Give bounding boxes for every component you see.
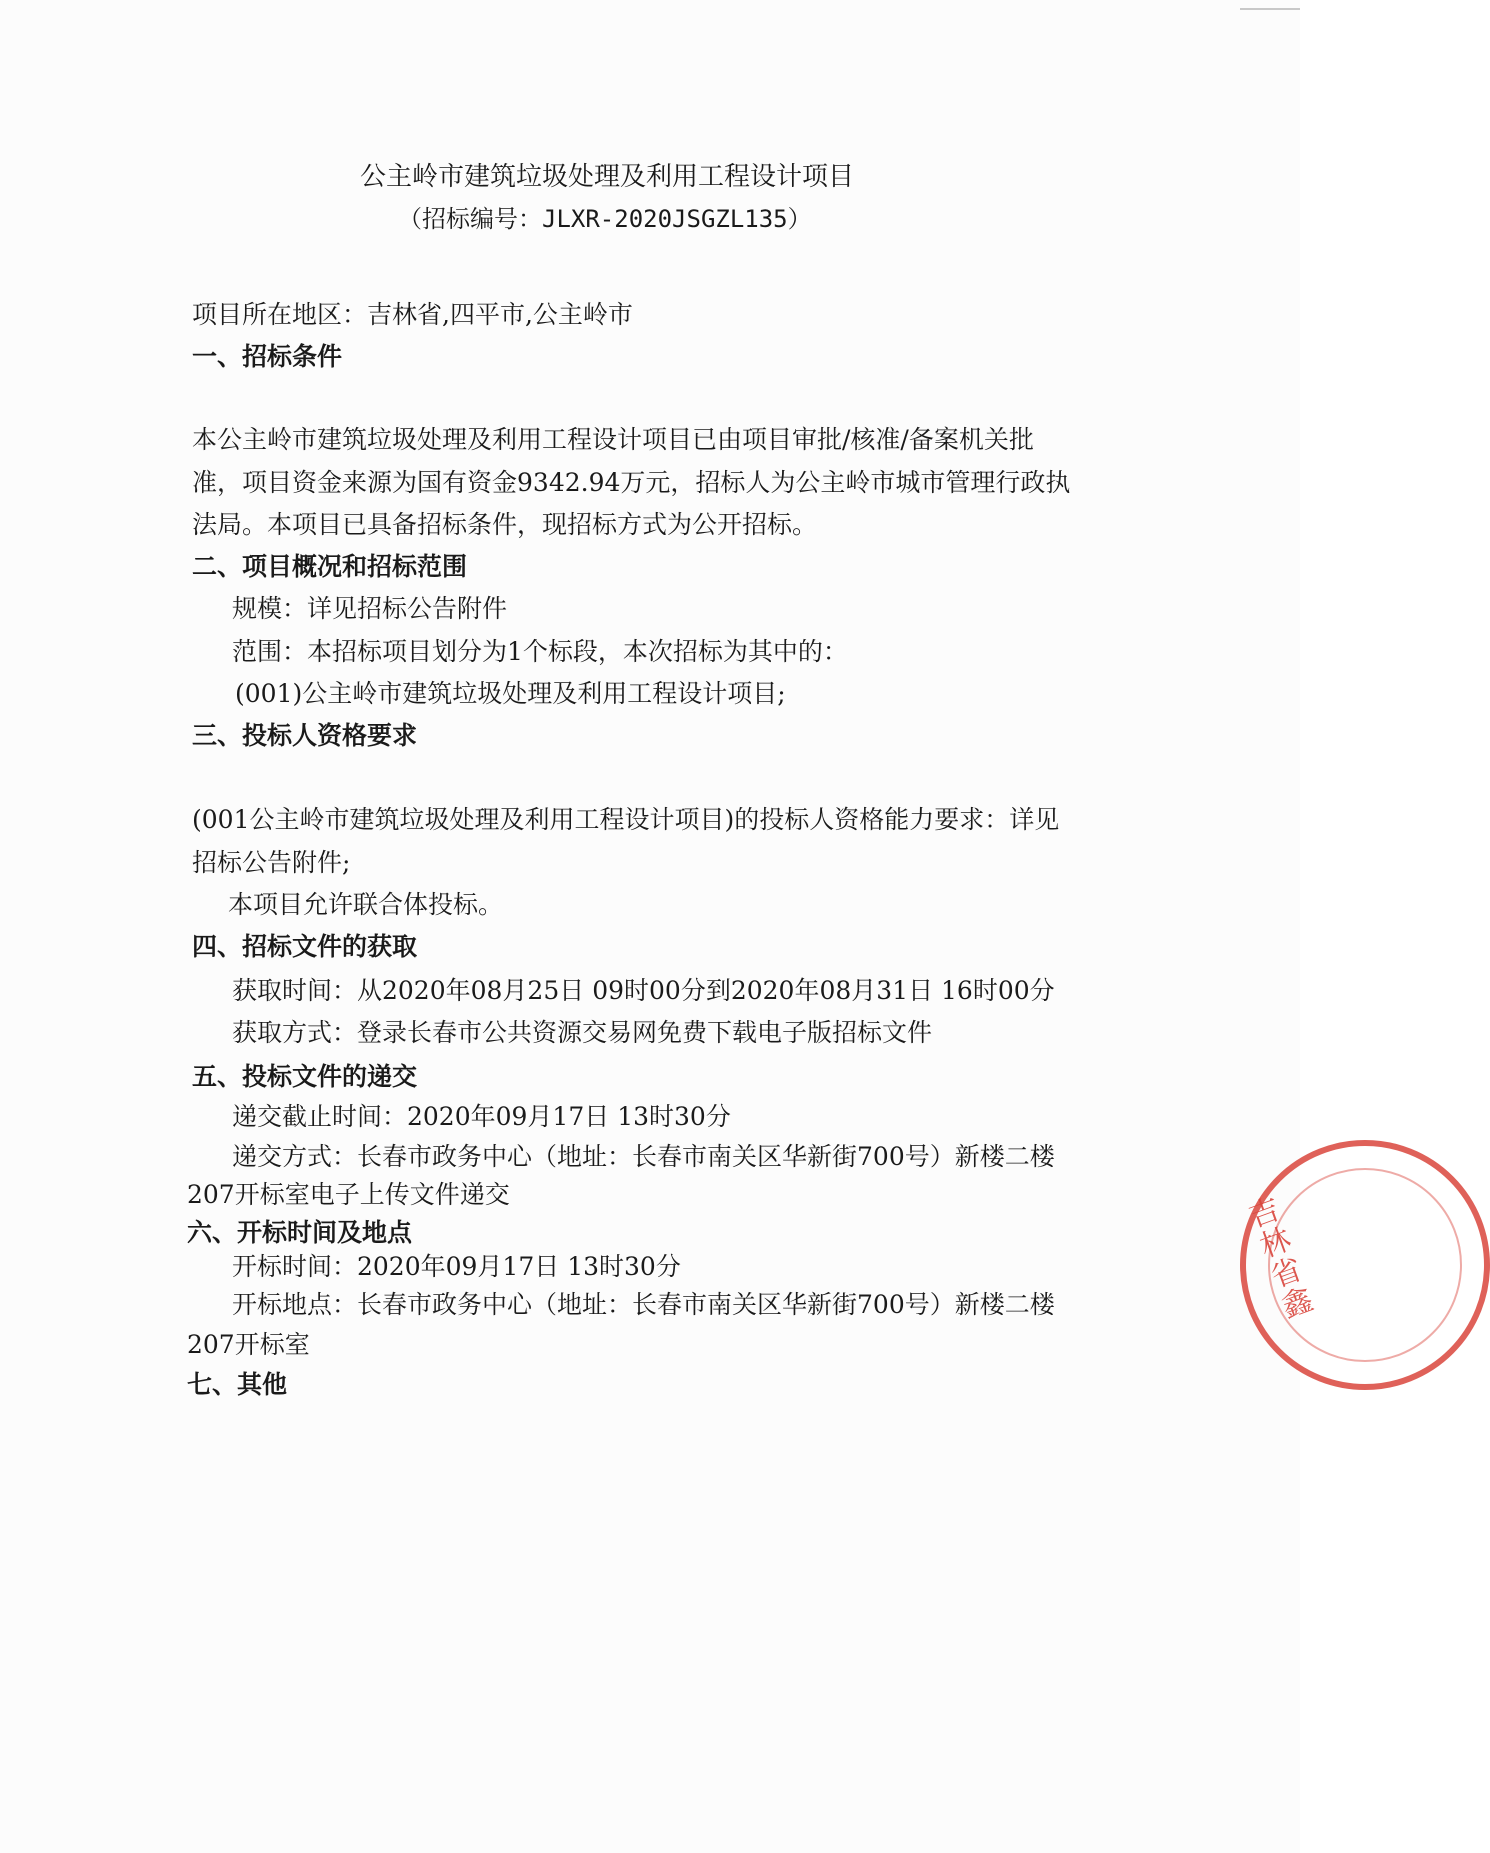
section-3-paragraph-line-2: 招标公告附件; <box>192 848 351 877</box>
section-2-scale: 规模：详见招标公告附件 <box>232 594 508 623</box>
section-2-lot: (001)公主岭市建筑垃圾处理及利用工程设计项目; <box>235 679 786 708</box>
section-5-method-line-2: 207开标室电子上传文件递交 <box>187 1180 510 1209</box>
section-2-scope: 范围：本招标项目划分为1个标段，本次招标为其中的： <box>232 637 848 666</box>
section-6-time: 开标时间：2020年09月17日 13时30分 <box>232 1252 681 1281</box>
section-6-place-line-2: 207开标室 <box>187 1330 310 1359</box>
section-7-heading: 七、其他 <box>187 1370 288 1399</box>
section-3-heading: 三、投标人资格要求 <box>192 721 418 750</box>
section-1-paragraph-line-3: 法局。本项目已具备招标条件，现招标方式为公开招标。 <box>192 510 818 539</box>
section-4-time: 获取时间：从2020年08月25日 09时00分到2020年08月31日 16时00分 <box>232 976 1055 1005</box>
section-4-method: 获取方式：登录长春市公共资源交易网免费下载电子版招标文件 <box>232 1018 933 1047</box>
section-1-heading: 一、招标条件 <box>192 342 343 371</box>
section-6-place-line-1: 开标地点：长春市政务中心（地址：长春市南关区华新街700号）新楼二楼 <box>232 1290 1055 1319</box>
section-2-heading: 二、项目概况和招标范围 <box>192 552 468 581</box>
section-3-paragraph-line-1: (001公主岭市建筑垃圾处理及利用工程设计项目)的投标人资格能力要求：详见 <box>192 805 1060 834</box>
document-title: 公主岭市建筑垃圾处理及利用工程设计项目 <box>360 162 855 192</box>
scan-edge-mark <box>1240 8 1300 10</box>
section-6-heading: 六、开标时间及地点 <box>187 1218 413 1247</box>
section-3-consortium: 本项目允许联合体投标。 <box>228 890 504 919</box>
project-location: 项目所在地区：吉林省,四平市,公主岭市 <box>192 300 633 329</box>
section-5-deadline: 递交截止时间：2020年09月17日 13时30分 <box>232 1102 731 1131</box>
red-seal-text: 吉林省鑫 <box>1239 1192 1316 1325</box>
section-1-paragraph-line-2: 准，项目资金来源为国有资金9342.94万元，招标人为公主岭市城市管理行政执 <box>192 468 1071 497</box>
section-1-paragraph-line-1: 本公主岭市建筑垃圾处理及利用工程设计项目已由项目审批/核准/备案机关批 <box>192 425 1034 454</box>
section-5-heading: 五、投标文件的递交 <box>192 1062 418 1091</box>
section-5-method-line-1: 递交方式：长春市政务中心（地址：长春市南关区华新街700号）新楼二楼 <box>232 1142 1055 1171</box>
tender-number: （招标编号：JLXR-2020JSGZL135） <box>398 205 812 233</box>
section-4-heading: 四、招标文件的获取 <box>192 932 418 961</box>
